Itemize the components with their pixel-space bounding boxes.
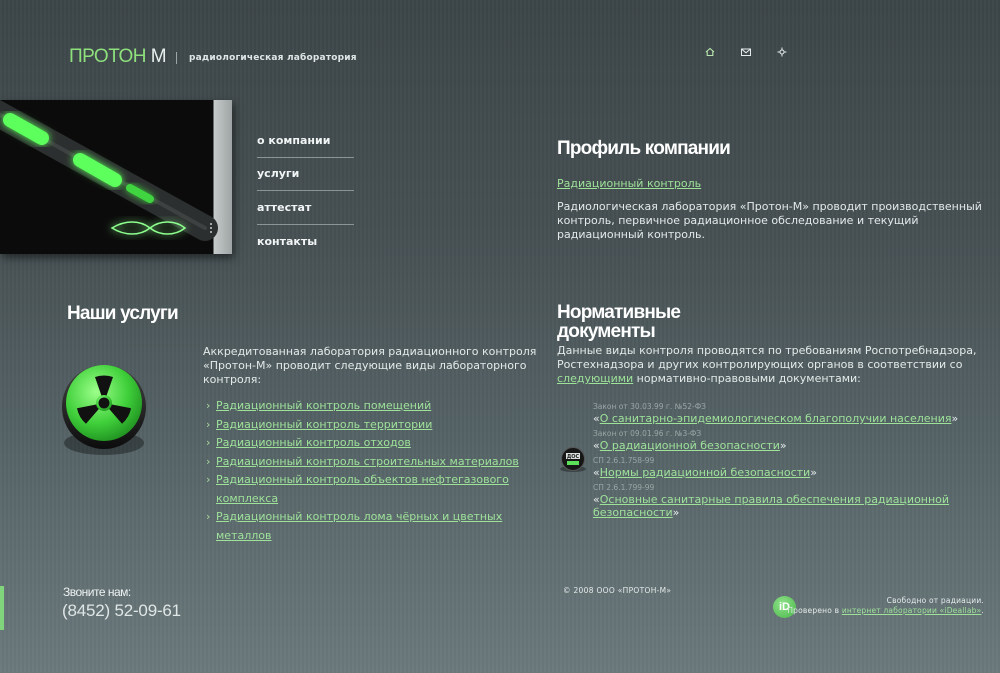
main-nav <box>257 124 354 258</box>
credits-line1: Свободно от радиации. <box>886 596 984 605</box>
site-tagline: радиологическая лаборатория <box>189 53 357 63</box>
sitemap-icon[interactable] <box>776 43 788 55</box>
docs-intro <box>557 344 992 386</box>
profile-title: Профиль компании <box>557 138 730 159</box>
ideallab-link[interactable]: интернет лаборатории «iDeallab» <box>841 606 982 615</box>
list-item <box>206 471 536 508</box>
nav-item-services[interactable]: услуги <box>257 158 354 192</box>
profile-text: Радиологическая лаборатория «Протон-М» проводит производственный контроль, первичное радиационное обследование и текущий радиационный контроль. <box>557 200 982 241</box>
docs-title-line2: документы <box>557 321 655 342</box>
site-logo[interactable] <box>69 46 166 68</box>
doc-meta: Закон от 30.03.99 г. №52-ФЗ <box>593 402 706 411</box>
service-link[interactable]: Радиационный контроль объектов нефтегазового комплекса <box>216 473 509 505</box>
doc-link[interactable]: Нормы радиационной безопасности <box>599 466 811 479</box>
doc-meta: СП 2.6.1.799-99 <box>593 483 655 492</box>
list-item <box>206 397 536 416</box>
dosimeter-illustration <box>0 100 232 254</box>
service-link[interactable]: Радиационный контроль помещений <box>216 399 432 412</box>
nav-item-certificate[interactable]: аттестат <box>257 191 354 225</box>
docs-intro-link[interactable]: следующими <box>557 372 634 385</box>
docs-title-line1: Нормативные <box>557 302 681 323</box>
radiation-control-link[interactable]: Радиационный контроль <box>557 177 702 190</box>
dosimeter-badge-icon <box>558 447 588 477</box>
services-title: Наши услуги <box>67 303 178 324</box>
service-link[interactable]: Радиационный контроль строительных материалов <box>216 454 519 468</box>
docs-intro-text-end: нормативно-правовыми документами: <box>633 372 861 385</box>
doc-link[interactable]: Основные санитарные правила обеспечения радиационной безопасности <box>593 493 950 519</box>
doc-title: «Нормы радиационной безопасности» <box>593 466 817 479</box>
nav-item-contacts[interactable]: контакты <box>257 234 318 248</box>
doc-title: «О санитарно-эпидемиологическом благополучии населения» <box>593 412 959 425</box>
services-intro: Аккредитованная лаборатория радиационного контроля «Протон-М» проводит следующие виды лабораторного контроля: <box>203 345 537 386</box>
ideallab-logo[interactable]: iD <box>773 596 796 618</box>
call-label: Звоните нам: <box>63 585 131 599</box>
credits <box>787 596 984 616</box>
list-item <box>593 455 983 479</box>
list-item <box>206 508 536 545</box>
doc-meta: Закон от 09.01.96 г. №3-ФЗ <box>593 429 702 438</box>
list-item <box>206 453 536 472</box>
doc-title: «Основные санитарные правила обеспечения радиационной безопасности» <box>593 493 950 519</box>
credits-end: . <box>981 606 984 615</box>
logo-divider <box>176 52 177 64</box>
phone-number: (8452) 52-09-61 <box>62 601 181 620</box>
header-icons <box>704 43 788 55</box>
list-item <box>206 416 536 435</box>
footer-accent-bar <box>0 586 4 630</box>
badge-label: ДОС <box>566 454 580 460</box>
list-item <box>593 482 983 519</box>
list-item <box>593 401 983 425</box>
docs-intro-text: Данные виды контроля проводятся по требованиям Роспотребнадзора, Ростехнадзора и других контролирующих органов в соответствии со <box>557 344 977 371</box>
mail-icon[interactable] <box>740 43 752 55</box>
logo-text-m: М <box>145 46 167 67</box>
credits-line2 <box>787 606 984 616</box>
list-item <box>593 428 983 452</box>
service-link[interactable]: Радиационный контроль лома чёрных и цветных металлов <box>216 510 503 542</box>
doc-link[interactable]: О радиационной безопасности <box>599 439 780 452</box>
doc-title: «О радиационной безопасности» <box>593 439 787 452</box>
service-link[interactable]: Радиационный контроль территории <box>216 417 433 431</box>
docs-list <box>593 401 983 522</box>
hero-dosimeter-image <box>0 100 232 254</box>
services-list <box>206 397 536 545</box>
radiation-hazard-icon <box>60 355 148 467</box>
doc-meta: СП 2.6.1.758-99 <box>593 456 655 465</box>
credits-text: Проверено в <box>787 606 842 615</box>
service-link[interactable]: Радиационный контроль отходов <box>216 436 411 449</box>
list-item <box>206 434 536 453</box>
docs-title <box>557 303 680 341</box>
home-icon[interactable] <box>704 43 716 55</box>
doc-link[interactable]: О санитарно-эпидемиологическом благополучии населения <box>599 412 952 425</box>
copyright: © 2008 ООО «ПРОТОН-М» <box>563 586 672 595</box>
nav-item-about[interactable]: о компании <box>257 124 354 158</box>
logo-text-proton: ПРОТОН <box>69 46 146 67</box>
